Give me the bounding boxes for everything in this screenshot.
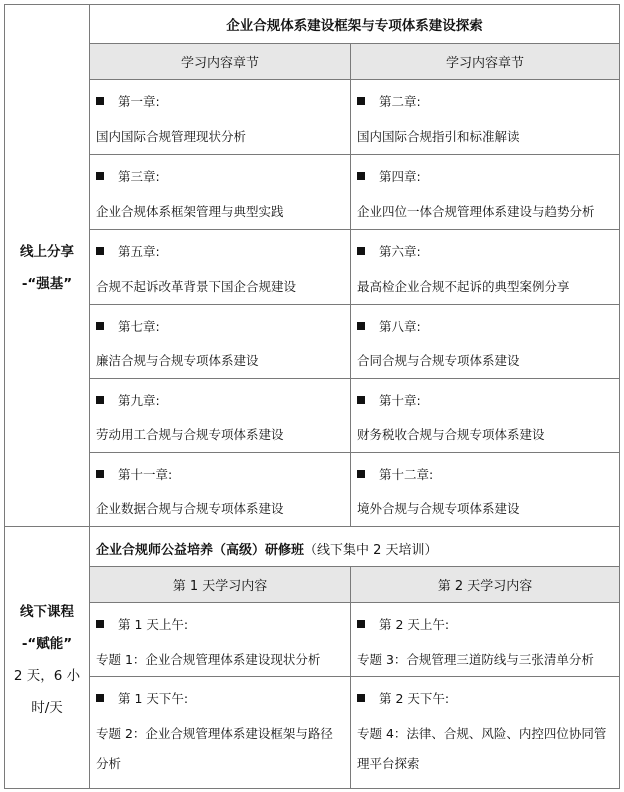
offline-title-normal: （线下集中 2 天培训） xyxy=(304,543,438,558)
bullet-square-icon xyxy=(357,247,365,255)
chapter-text: 企业四位一体合规管理体系建设与趋势分析 xyxy=(357,204,595,219)
chapter-label: 第一章: xyxy=(96,92,160,110)
bullet-square-icon xyxy=(96,620,104,628)
session-cell xyxy=(89,602,350,676)
chapter-cell xyxy=(89,378,350,452)
chapter-text: 国内国际合规管理现状分析 xyxy=(96,129,247,144)
online-side-line2: -“强基” xyxy=(21,275,73,292)
chapter-text: 合规不起诉改革背景下国企合规建设 xyxy=(96,279,297,294)
offline-side-line2: -“赋能” xyxy=(21,635,73,652)
offline-side-line4: 时/天 xyxy=(31,699,63,716)
bullet-square-icon xyxy=(357,396,365,404)
bullet-square-icon xyxy=(357,172,365,180)
chapter-label: 第三章: xyxy=(96,167,160,185)
online-side-line1: 线上分享 xyxy=(20,243,74,260)
online-col-header-left xyxy=(89,43,350,79)
chapter-label: 第十章: xyxy=(357,391,421,409)
chapter-label: 第四章: xyxy=(357,167,421,185)
chapter-label: 第十二章: xyxy=(357,465,433,483)
bullet-square-icon xyxy=(357,470,365,478)
bullet-square-icon xyxy=(96,172,104,180)
chapter-text: 合同合规与合规专项体系建设 xyxy=(357,353,520,368)
bullet-square-icon xyxy=(96,97,104,105)
chapter-label: 第八章: xyxy=(357,317,421,335)
session-label: 第 1 天上午: xyxy=(96,615,188,633)
chapter-label: 第九章: xyxy=(96,391,160,409)
session-cell xyxy=(89,676,350,789)
chapter-cell xyxy=(350,378,620,452)
bullet-square-icon xyxy=(96,247,104,255)
chapter-text: 财务税收合规与合规专项体系建设 xyxy=(357,427,545,442)
bullet-square-icon xyxy=(96,396,104,404)
chapter-label: 第二章: xyxy=(357,92,421,110)
chapter-cell xyxy=(89,154,350,229)
session-label: 第 1 天下午: xyxy=(96,689,188,707)
offline-title-cell xyxy=(89,526,620,566)
session-text: 专题 1：企业合规管理体系建设现状分析 xyxy=(96,652,321,667)
chapter-text: 企业数据合规与合规专项体系建设 xyxy=(96,501,284,516)
bullet-square-icon xyxy=(96,322,104,330)
chapter-cell xyxy=(89,79,350,154)
offline-title-bold: 企业合规师公益培养（高级）研修班 xyxy=(96,543,305,558)
bullet-square-icon xyxy=(357,97,365,105)
chapter-cell xyxy=(89,452,350,526)
online-col-header-right-text: 学习内容章节 xyxy=(445,56,524,71)
session-text: 专题 2：企业合规管理体系建设框架与路径分析 xyxy=(96,726,333,771)
online-side-cell xyxy=(4,4,89,526)
session-label: 第 2 天下午: xyxy=(357,689,449,707)
offline-col-header-left-text: 第 1 天学习内容 xyxy=(172,579,268,594)
online-title: 企业合规体系建设框架与专项体系建设探索 xyxy=(226,18,483,34)
chapter-text: 境外合规与合规专项体系建设 xyxy=(357,501,520,516)
offline-col-header-left xyxy=(89,566,350,602)
chapter-text: 最高检企业合规不起诉的典型案例分享 xyxy=(357,279,570,294)
bullet-square-icon xyxy=(357,694,365,702)
session-text: 专题 3：合规管理三道防线与三张清单分析 xyxy=(357,652,594,667)
online-col-header-left-text: 学习内容章节 xyxy=(180,56,259,71)
session-text: 专题 4：法律、合规、风险、内控四位协同管理平台探索 xyxy=(357,726,607,771)
online-title-cell xyxy=(89,4,620,43)
bullet-square-icon xyxy=(96,694,104,702)
offline-col-header-right xyxy=(350,566,620,602)
online-col-header-right xyxy=(350,43,620,79)
bullet-square-icon xyxy=(96,470,104,478)
chapter-cell xyxy=(350,304,620,378)
chapter-label: 第十一章: xyxy=(96,465,172,483)
chapter-text: 廉洁合规与合规专项体系建设 xyxy=(96,353,259,368)
session-label: 第 2 天上午: xyxy=(357,615,449,633)
chapter-cell xyxy=(89,304,350,378)
offline-col-header-right-text: 第 2 天学习内容 xyxy=(437,579,533,594)
chapter-cell xyxy=(350,229,620,304)
chapter-label: 第五章: xyxy=(96,242,160,260)
chapter-label: 第六章: xyxy=(357,242,421,260)
chapter-text: 劳动用工合规与合规专项体系建设 xyxy=(96,427,284,442)
chapter-label: 第七章: xyxy=(96,317,160,335)
offline-side-line3: 2 天，6 小 xyxy=(13,667,81,684)
bullet-square-icon xyxy=(357,322,365,330)
bullet-square-icon xyxy=(357,620,365,628)
offline-side-cell xyxy=(4,526,89,789)
chapter-cell xyxy=(350,452,620,526)
chapter-cell xyxy=(350,154,620,229)
chapter-cell xyxy=(89,229,350,304)
chapter-text: 企业合规体系框架管理与典型实践 xyxy=(96,204,284,219)
chapter-text: 国内国际合规指引和标准解读 xyxy=(357,129,520,144)
offline-title xyxy=(96,539,438,558)
session-cell xyxy=(350,676,620,789)
chapter-cell xyxy=(350,79,620,154)
session-cell xyxy=(350,602,620,676)
offline-side-line1: 线下课程 xyxy=(20,603,74,620)
